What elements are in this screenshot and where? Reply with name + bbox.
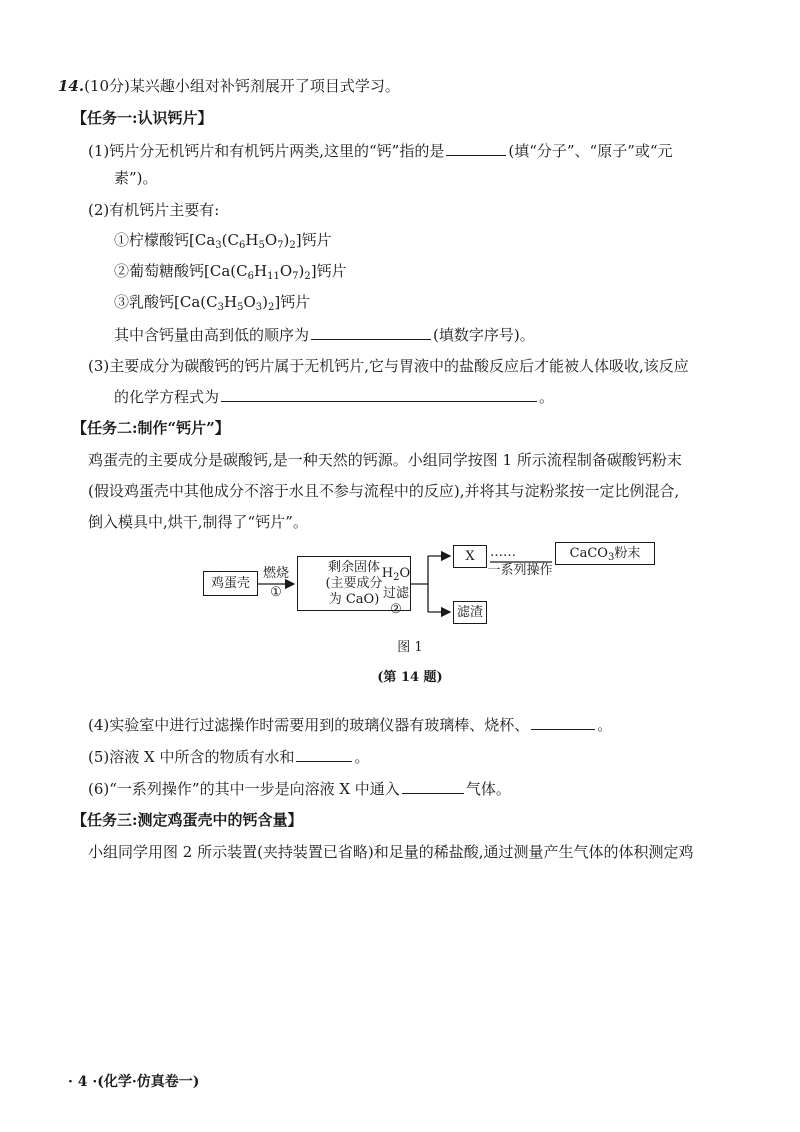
item1-sub: 7 xyxy=(277,240,284,251)
caco3-powder-box xyxy=(555,542,655,565)
q6-end: 气体。 xyxy=(465,780,511,798)
item1-suffix: ]钙片 xyxy=(295,231,332,249)
q3-text: 的化学方程式为 xyxy=(114,388,220,406)
q1-line2: 素”)。 xyxy=(114,169,158,187)
q4-line xyxy=(88,714,612,735)
figure-1-caption: 图 1 xyxy=(397,640,423,655)
caco3-text: CaCO xyxy=(569,546,608,561)
q5-line xyxy=(88,746,369,767)
item1-sub: 5 xyxy=(258,240,265,251)
q6-answer-blank[interactable] xyxy=(402,778,464,794)
caco3-sub: 3 xyxy=(607,552,615,563)
q5-answer-blank[interactable] xyxy=(296,746,352,762)
q3-line1: (3)主要成分为碳酸钙的钙片属于无机钙片,它与胃液中的盐酸反应后才能被人体吸收,该反应 xyxy=(88,357,689,375)
item3-sub: 2 xyxy=(268,302,275,313)
burn-label: 燃烧 xyxy=(262,566,289,581)
q3-end: 。 xyxy=(539,388,555,406)
item1-prefix: ①柠檬酸钙[Ca xyxy=(114,231,216,249)
item2-sub: 2 xyxy=(304,271,311,282)
item2-mid: O xyxy=(279,262,293,280)
q5-end: 。 xyxy=(354,748,370,766)
item3-mid: ) xyxy=(262,293,268,311)
residue-line1: 剩余固体 xyxy=(327,560,380,575)
item2-sub: 11 xyxy=(267,271,280,282)
item1-mid: O xyxy=(264,231,278,249)
page-footer: · 4 ·(化学·仿真卷一) xyxy=(68,1074,200,1090)
caco3-powder: 粉末 xyxy=(614,546,641,561)
q2-intro: (2)有机钙片主要有: xyxy=(88,201,220,219)
q4-answer-blank[interactable] xyxy=(531,714,595,730)
item2-mid: H xyxy=(253,262,268,280)
step2-marker: ② xyxy=(390,602,402,617)
item1-mid: ) xyxy=(283,231,290,249)
water-sub: 2 xyxy=(393,572,400,583)
item2-mid: ) xyxy=(298,262,305,280)
q1-text-a: (1)钙片分无机钙片和有机钙片两类,这里的“钙”指的是 xyxy=(88,142,445,160)
q2-order-text: 其中含钙量由高到低的顺序为 xyxy=(114,326,310,344)
residue-line2: (主要成分 xyxy=(325,576,383,591)
task1-title: 【任务一:认识钙片】 xyxy=(72,109,213,127)
filter-label: 过滤 xyxy=(382,586,409,601)
task2-para-line3: 倒入模具中,烘干,制得了“钙片”。 xyxy=(88,513,308,531)
solution-x-box: X xyxy=(453,545,487,568)
eggshell-box: 鸡蛋壳 xyxy=(203,571,258,596)
item3-prefix: ③乳酸钙[Ca(C xyxy=(114,293,218,311)
item2-sub: 6 xyxy=(247,271,254,282)
q4-end: 。 xyxy=(597,716,613,734)
q2-order-hint: (填数字序号)。 xyxy=(433,326,535,344)
q6-line xyxy=(88,778,511,799)
q4-text: (4)实验室中进行过滤操作时需要用到的玻璃仪器有玻璃棒、烧杯、 xyxy=(88,716,530,734)
item1-sub: 2 xyxy=(289,240,296,251)
task2-para-line2: (假设鸡蛋壳中其他成分不溶于水且不参与流程中的反应),并将其与淀粉浆按一定比例混合, xyxy=(88,482,680,500)
item3-sub: 3 xyxy=(255,302,263,313)
water-label xyxy=(368,566,424,581)
item1-mid: H xyxy=(245,231,259,249)
item1-sub: 3 xyxy=(215,240,222,251)
item1-mid: (C xyxy=(221,231,239,249)
task2-title: 【任务二:制作“钙片”】 xyxy=(72,419,230,437)
item1-sub: 6 xyxy=(239,240,246,251)
water-o: O xyxy=(399,566,411,581)
item2-sub: 7 xyxy=(292,271,299,282)
item3-sub: 3 xyxy=(217,302,224,313)
task2-para-line1: 鸡蛋壳的主要成分是碳酸钙,是一种天然的钙源。小组同学按图 1 所示流程制备碳酸钙粉末 xyxy=(88,451,682,469)
q5-text: (5)溶液 X 中所含的物质有水和 xyxy=(88,748,295,766)
item3-mid: H xyxy=(223,293,238,311)
task3-para-line1: 小组同学用图 2 所示装置(夹持装置已省略)和足量的稀盐酸,通过测量产生气体的体积测定鸡 xyxy=(88,843,694,861)
task3-title: 【任务三:测定鸡蛋壳中的钙含量】 xyxy=(72,811,303,829)
item3-sub: 5 xyxy=(237,302,244,313)
item2-suffix: ]钙片 xyxy=(310,262,347,280)
question-tag: (第 14 题) xyxy=(377,670,443,685)
question-intro: (10分)某兴趣小组对补钙剂展开了项目式学习。 xyxy=(84,77,400,95)
q6-text: (6)“一系列操作”的其中一步是向溶液 X 中通入 xyxy=(88,780,400,798)
question-number: 14. xyxy=(58,77,85,95)
filter-residue-box: 滤渣 xyxy=(453,601,487,624)
item3-mid: O xyxy=(243,293,256,311)
residue-line3: 为 CaO) xyxy=(328,592,380,607)
q1-text-b: (填“分子”、“原子”或“元 xyxy=(508,142,673,160)
water-h: H xyxy=(381,566,394,581)
item3-suffix: ]钙片 xyxy=(274,293,311,311)
item2-prefix: ②葡萄糖酸钙[Ca(C xyxy=(114,262,248,280)
series-ops-label: 一系列操作 xyxy=(487,563,553,578)
dots-label: …… xyxy=(490,545,516,560)
step1-marker: ① xyxy=(270,585,282,600)
